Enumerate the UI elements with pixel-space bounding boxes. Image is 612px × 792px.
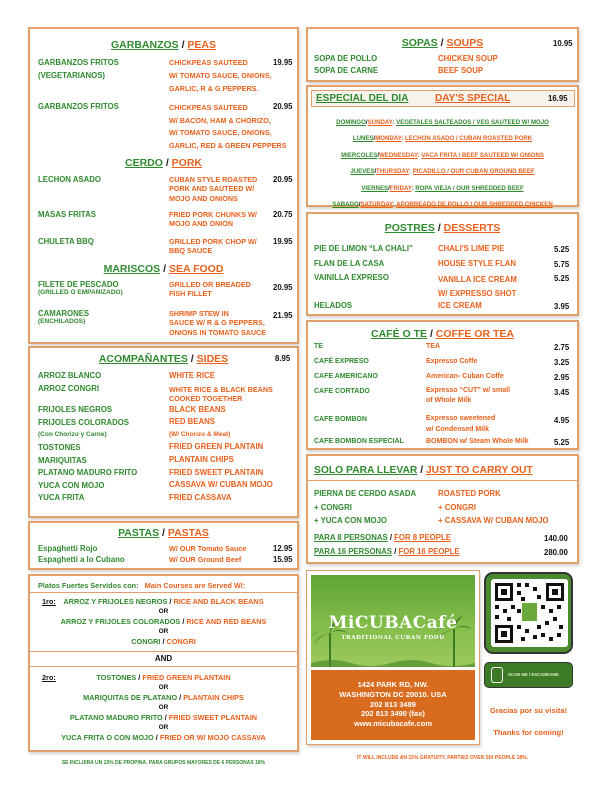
mariscos-item-1-name: FILETE DE PESCADO (GRILLED O EMPANIZADO) bbox=[38, 280, 123, 296]
dessert-4-en: ICE CREAM bbox=[438, 301, 482, 310]
phone: 202 813 3489 bbox=[370, 699, 416, 709]
or-text: OR bbox=[158, 704, 169, 711]
second-option-2: MARIQUITAS DE PLATANO / PLANTAIN CHIPS bbox=[83, 693, 244, 702]
dessert-2-es: FLAN DE LA CASA bbox=[314, 259, 385, 268]
sides-heading: ACOMPAÑANTES / SIDES bbox=[98, 353, 229, 365]
fax: 202 813 3490 (fax) bbox=[361, 709, 425, 719]
desserts-box bbox=[306, 212, 579, 316]
second-label: 2ro: bbox=[42, 673, 56, 682]
list-item: CASSAVA W/ CUBAN MOJO bbox=[169, 480, 273, 490]
first-option-1: ARROZ Y FRIJOLES NEGROS / RICE AND BLACK BEANS bbox=[63, 597, 264, 606]
cerdo-item-1-desc: CUBAN STYLE ROASTED PORK AND SAUTEED W/ MOJO AND ONIONS bbox=[169, 175, 258, 203]
phone-icon bbox=[491, 667, 503, 683]
list-item: RED BEANS bbox=[169, 417, 215, 427]
list-item: WHITE RICE bbox=[169, 371, 215, 380]
garbanzos-item-2-desc: CHICKPEAS SAUTEED W/ BACON, HAM & CHORIZO, W/ TOMATO SAUCE, ONIONS, GARLIC, RED & GREEN PEPPERS bbox=[169, 103, 287, 150]
main-courses-served-box bbox=[28, 574, 299, 752]
list-item: ARROZ BLANCO bbox=[38, 371, 102, 380]
garbanzos-item-1-price: 19.95 bbox=[273, 58, 293, 67]
qr-code-box[interactable] bbox=[484, 572, 573, 654]
mariscos-item-1-desc: GRILLED OR BREADED FISH FILLET bbox=[169, 280, 251, 299]
mariscos-heading: MARISCOS / SEA FOOD bbox=[103, 263, 224, 275]
list-item: VIERNES/FRIDAY: ROPA VIEJA / OUR SHREDDED BEEF bbox=[361, 184, 524, 192]
cerdo-item-3-price: 19.95 bbox=[273, 237, 293, 246]
soups-spanish: SOPA DE POLLO SOPA DE CARNE bbox=[314, 54, 379, 75]
carry-out-price-16: 280.00 bbox=[544, 548, 568, 557]
coffee-2-en: Expresso Coffe bbox=[426, 358, 478, 365]
address-line-2: WASHINGTON DC 20010. USA bbox=[339, 689, 447, 699]
list-item: MIERCOLES/WEDNESDAY: VACA FRITA / BEEF SAUTEED W/ ONIONS bbox=[341, 151, 544, 159]
soups-heading: SOPAS / SOUPS bbox=[401, 37, 484, 49]
list-item: FRIJOLES COLORADOS bbox=[38, 417, 129, 427]
or-text: OR bbox=[158, 628, 169, 635]
mariscos-item-2-desc: SHRIMP STEW IN SAUCE W/ R & G PEPPERS, ONIONS IN TOMATO SAUCE bbox=[169, 309, 267, 337]
coffee-4-en: Expresso “CUT” w/ small of Whole Milk bbox=[426, 387, 511, 404]
cerdo-item-3-name: CHULETA BBQ bbox=[38, 237, 94, 246]
mariscos-item-1-price: 20.95 bbox=[273, 283, 293, 292]
list-item: (W/ Chorizo & Meat) bbox=[169, 430, 231, 438]
list-item: YUCA FRITA bbox=[38, 493, 85, 503]
pastas-english: W/ OUR Tomato Sauce W/ OUR Ground Beef bbox=[169, 544, 247, 564]
carry-out-spanish: PIERNA DE CERDO ASADA + CONGRI + YUCA CON MOJO bbox=[314, 489, 417, 525]
coffee-4-price: 3.45 bbox=[554, 388, 570, 397]
logo-name: MiCUBACafé bbox=[328, 613, 458, 633]
carry-out-group-8: PARA 8 PERSONAS / FOR 8 PEOPLE bbox=[314, 533, 451, 542]
soups-english: CHICKEN SOUP BEEF SOUP bbox=[438, 54, 498, 75]
list-item: PLANTAIN CHIPS bbox=[169, 454, 234, 464]
coffee-4-es: CAFE CORTADO bbox=[314, 388, 370, 395]
coffee-1-en: TEA bbox=[426, 343, 440, 350]
list-item: PLATANO MADURO FRITO bbox=[38, 468, 138, 478]
thanks-text: Gracias por su visita! Thanks for coming! bbox=[489, 706, 568, 737]
dessert-3-en: VANILLA ICE CREAM W/ EXPRESSO SHOT bbox=[438, 275, 517, 298]
logo-tagline: TRADITIONAL CUBAN FOOD bbox=[341, 635, 445, 641]
list-item: ARROZ CONGRI bbox=[38, 383, 100, 393]
logo-banner bbox=[311, 575, 475, 667]
garbanzos-item-2-price: 20.95 bbox=[273, 102, 293, 111]
list-item: WHITE RICE & BLACK BEANS bbox=[169, 384, 273, 394]
list-item: SABADO/SATURDAY: APORREADO DE POLLO / OUR SHREDDED CHICKEN bbox=[332, 201, 553, 209]
second-option-3: PLATANO MADURO FRITO / FRIED SWEET PLANTAIN bbox=[69, 713, 258, 722]
coffee-6-price: 5.25 bbox=[554, 438, 570, 447]
list-item: FRIED CASSAVA bbox=[169, 492, 232, 502]
dessert-4-price: 3.95 bbox=[554, 302, 570, 311]
coffee-3-price: 2.95 bbox=[554, 373, 570, 382]
coffee-2-price: 3.25 bbox=[554, 358, 570, 367]
desserts-heading: POSTRES / DESSERTS bbox=[384, 222, 501, 234]
dessert-3-price: 5.25 bbox=[554, 274, 570, 283]
address-panel bbox=[311, 670, 475, 740]
cerdo-item-2-name: MASAS FRITAS bbox=[38, 210, 96, 219]
list-item: FRIED SWEET PLANTAIN bbox=[169, 467, 264, 477]
second-option-1: TOSTONES / FRIED GREEN PLANTAIN bbox=[96, 673, 231, 682]
restaurant-info-box bbox=[306, 570, 480, 745]
list-item: COOKED TOGETHER bbox=[169, 394, 243, 404]
first-option-2: ARROZ Y FRIJOLES COLORADOS / RICE AND RED BEANS bbox=[60, 617, 267, 626]
coffee-heading: CAFÉ O TE / COFFE OR TEA bbox=[371, 328, 514, 340]
or-text: OR bbox=[158, 724, 169, 731]
sides-spanish-list bbox=[38, 370, 137, 505]
list-item: MARIQUITAS bbox=[38, 455, 87, 465]
mariscos-item-2-name: CAMARONES (ENCHILADOS) bbox=[38, 309, 90, 325]
list-item: TOSTONES bbox=[38, 442, 81, 452]
list-item: YUCA CON MOJO bbox=[38, 480, 105, 490]
sides-english-list bbox=[169, 370, 273, 504]
coffee-2-es: CAFÉ EXPRESO bbox=[314, 358, 369, 365]
carry-out-group-16: PARA 16 PERSONAS / FOR 16 PEOPLE bbox=[314, 547, 460, 556]
carry-out-box bbox=[306, 454, 579, 564]
cerdo-item-2-desc: FRIED PORK CHUNKS W/ MOJO AND ONION bbox=[169, 210, 257, 229]
dessert-1-es: PIE DE LIMON “LA CHALI” bbox=[314, 244, 413, 253]
dessert-4-es: HELADOS bbox=[314, 301, 353, 310]
list-item: DOMINGO/SUNDAY: VEGETALES SALTEADOS / VEG SAUTEED W/ MOJO bbox=[336, 119, 549, 126]
coffee-6-es: CAFE BOMBON ESPECIAL bbox=[314, 438, 404, 445]
list-item: FRIED GREEN PLANTAIN bbox=[169, 442, 264, 452]
served-header: Platos Fuertes Servidos con: Main Courses are Served W/: bbox=[38, 581, 246, 590]
footer-spanish: SE INCLUIRA UN 15% DE PROPINA. PARA GRUPOS MAYORES DE 6 PERSONAS 18% bbox=[61, 760, 266, 766]
coffee-1-price: 2.75 bbox=[554, 343, 570, 352]
coffee-5-en: Expresso sweetened w/ Condensed Milk bbox=[426, 415, 496, 433]
dessert-2-price: 5.75 bbox=[554, 260, 570, 269]
list-item: FRIJOLES NEGROS bbox=[38, 405, 113, 415]
dessert-1-price: 5.25 bbox=[554, 245, 570, 254]
cerdo-item-2-price: 20.75 bbox=[273, 210, 293, 219]
website[interactable]: www.micubacafe.com bbox=[353, 719, 433, 729]
coffee-3-es: CAFE AMERICANO bbox=[314, 373, 378, 380]
daily-special-list bbox=[308, 115, 577, 213]
carry-out-heading: SOLO PARA LLEVAR / JUST TO CARRY OUT bbox=[314, 465, 533, 476]
coffee-5-es: CAFE BOMBON bbox=[314, 416, 367, 423]
address-line-1: 1424 PARK RD, NW. bbox=[357, 680, 429, 689]
cerdo-item-3-desc: GRILLED PORK CHOP W/ BBQ SAUCE bbox=[169, 237, 257, 256]
dessert-1-en: CHALI'S LIME PIE bbox=[438, 244, 505, 253]
coffee-tea-box bbox=[306, 320, 579, 450]
footer-english: IT WILL INCLUDE AN 15% GRATUITY. PARTIES OVER SIX PEOPLE 18%. bbox=[357, 755, 528, 761]
dessert-2-en: HOUSE STYLE FLAN bbox=[438, 259, 516, 268]
coffee-1-es: TE bbox=[314, 343, 323, 350]
garbanzos-item-2-name: GARBANZOS FRITOS bbox=[38, 102, 119, 111]
mariscos-item-2-price: 21.95 bbox=[273, 311, 293, 320]
and-text: AND bbox=[154, 654, 173, 663]
pastas-spanish: Espaghetti Rojo Espaghetti a lo Cubano bbox=[38, 544, 125, 564]
coffee-3-en: American- Cuban Coffe bbox=[426, 373, 504, 380]
soups-box bbox=[306, 27, 579, 82]
main-dishes-box bbox=[28, 27, 299, 344]
pastas-box bbox=[28, 521, 299, 570]
carry-out-english: ROASTED PORK + CONGRI + CASSAVA W/ CUBAN MOJO bbox=[438, 489, 549, 525]
list-item: JUEVES/THURSDAY: PICADILLO / OUR CUBAN GROUND BEEF bbox=[350, 168, 535, 176]
daily-special-header: ESPECIAL DEL DIA DAY'S SPECIAL 16.95 bbox=[311, 90, 575, 107]
list-item: LUNES/MONDAY: LECHON ASADO / CUBAN ROASTED PORK bbox=[352, 135, 533, 143]
first-label: 1ro: bbox=[42, 597, 56, 606]
garbanzos-item-1-name: GARBANZOS FRITOS (VEGETARIANOS) bbox=[38, 58, 119, 80]
scan-me-badge[interactable] bbox=[484, 662, 573, 688]
qr-code-icon bbox=[491, 579, 568, 647]
or-text: OR bbox=[158, 608, 169, 615]
list-item: (Con Chorizo y Carne) bbox=[38, 431, 107, 439]
garbanzos-heading: GARBANZOS / PEAS bbox=[110, 39, 217, 51]
coffee-6-en: BOMBON w/ Steam Whole Milk bbox=[426, 438, 529, 445]
soups-price: 10.95 bbox=[553, 39, 573, 48]
coffee-5-price: 4.95 bbox=[554, 416, 570, 425]
carry-out-price-8: 140.00 bbox=[544, 534, 568, 543]
cerdo-item-1-name: LECHON ASADO bbox=[38, 175, 101, 184]
sides-price: 8.95 bbox=[275, 354, 291, 363]
garbanzos-item-1-desc: CHICKPEAS SAUTEED W/ TOMATO SAUCE, ONIONS, GARLIC, R & G PEPPERS. bbox=[169, 58, 272, 93]
sides-box bbox=[28, 346, 299, 518]
cerdo-item-1-price: 20.95 bbox=[273, 175, 293, 184]
or-text: OR bbox=[158, 684, 169, 691]
cerdo-heading: CERDO / PORK bbox=[124, 157, 203, 169]
second-option-4: YUCA FRITA O CON MOJO / FRIED OR W/ MOJO CASSAVA bbox=[61, 733, 266, 742]
dessert-3-es: VAINILLA EXPRESO bbox=[314, 273, 389, 282]
first-option-3: CONGRI / CONGRI bbox=[131, 637, 196, 646]
list-item: BLACK BEANS bbox=[169, 404, 226, 414]
scan-me-label: SCAN ME / ESCANEAME bbox=[508, 672, 559, 677]
pastas-heading: PASTAS / PASTAS bbox=[118, 527, 209, 539]
daily-special-box bbox=[306, 85, 579, 207]
pastas-prices: 12.95 15.95 bbox=[273, 544, 293, 564]
